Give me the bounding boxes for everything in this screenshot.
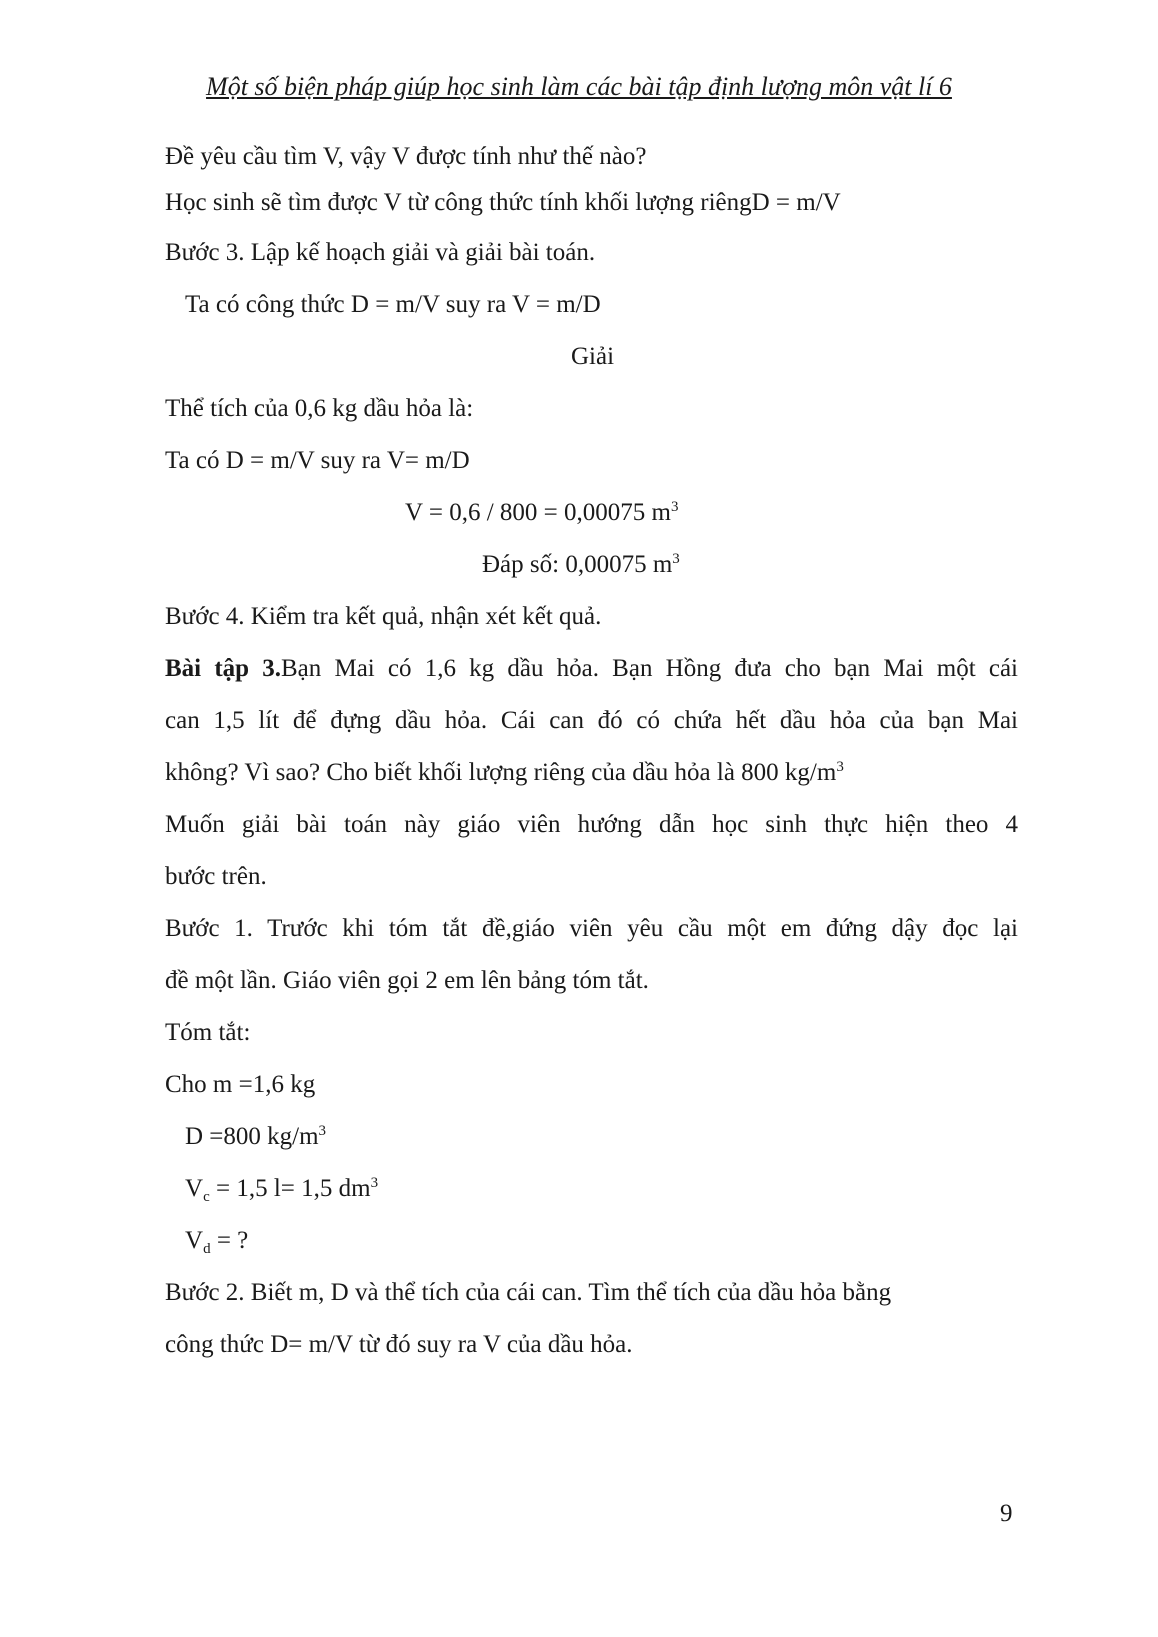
text-line: $V_d$ = ?	[185, 1227, 249, 1257]
text-line: can 1,5 lít để đựng dầu hỏa. Cái can đó có chứa hết dầu hỏa của bạn Mai	[165, 707, 1018, 734]
text-line: Bước 1. Trước khi tóm tắt đề,giáo viên yêu cầu một em đứng dậy đọc lại	[165, 915, 1018, 942]
text-line: Muốn giải bài toán này giáo viên hướng dẫn học sinh thực hiện theo 4	[165, 811, 1018, 838]
text-line: bước trên.	[165, 863, 267, 890]
text-line: Ta có công thức D = m/V suy ra V = m/D	[185, 291, 601, 318]
text-line: công thức D= m/V từ đó suy ra V của dầu hỏa.	[165, 1331, 633, 1358]
text-line: Đề yêu cầu tìm V, vậy V được tính như thế nào?	[165, 143, 647, 170]
text-line: D =800 $kg/m^3$	[185, 1123, 327, 1150]
text-line: đề một lần. Giáo viên gọi 2 em lên bảng tóm tắt.	[165, 967, 649, 994]
page-number: 9	[1000, 1500, 1013, 1527]
text-line: Bước 3. Lập kế hoạch giải và giải bài toán.	[165, 239, 596, 266]
formula-line: V = 0,6 / 800 = 0,00075 $m^3$	[405, 499, 679, 526]
text-line: Thể tích của 0,6 kg dầu hỏa là:	[165, 395, 474, 422]
page-header: Một số biện pháp giúp học sinh làm các bài tập định lượng môn vật lí 6	[206, 72, 952, 101]
text-line: không? Vì sao? Cho biết khối lượng riêng của dầu hỏa là 800 $kg/m^3$	[165, 759, 844, 786]
text-line: Ta có D = m/V suy ra V= m/D	[165, 447, 470, 474]
text-line: Cho m =1,6 kg	[165, 1071, 316, 1098]
text-line: Học sinh sẽ tìm được V từ công thức tính khối lượng riêngD = m/V	[165, 189, 841, 216]
text-line: Bước 4. Kiểm tra kết quả, nhận xét kết quả.	[165, 603, 602, 630]
text-line: Bài tập 3.Bạn Mai có 1,6 kg dầu hỏa. Bạn Hồng đưa cho bạn Mai một cái	[165, 655, 1019, 682]
text-line: Tóm tắt:	[165, 1019, 251, 1046]
answer-line: Đáp số: 0,00075 $m^3$	[482, 551, 680, 578]
text-line: $V_c = 1,5$ l= 1,5 $dm^3$	[185, 1175, 379, 1205]
text-line: Bước 2. Biết m, D và thể tích của cái can. Tìm thể tích của dầu hỏa bằng	[165, 1279, 892, 1306]
section-heading: Giải	[570, 343, 615, 370]
